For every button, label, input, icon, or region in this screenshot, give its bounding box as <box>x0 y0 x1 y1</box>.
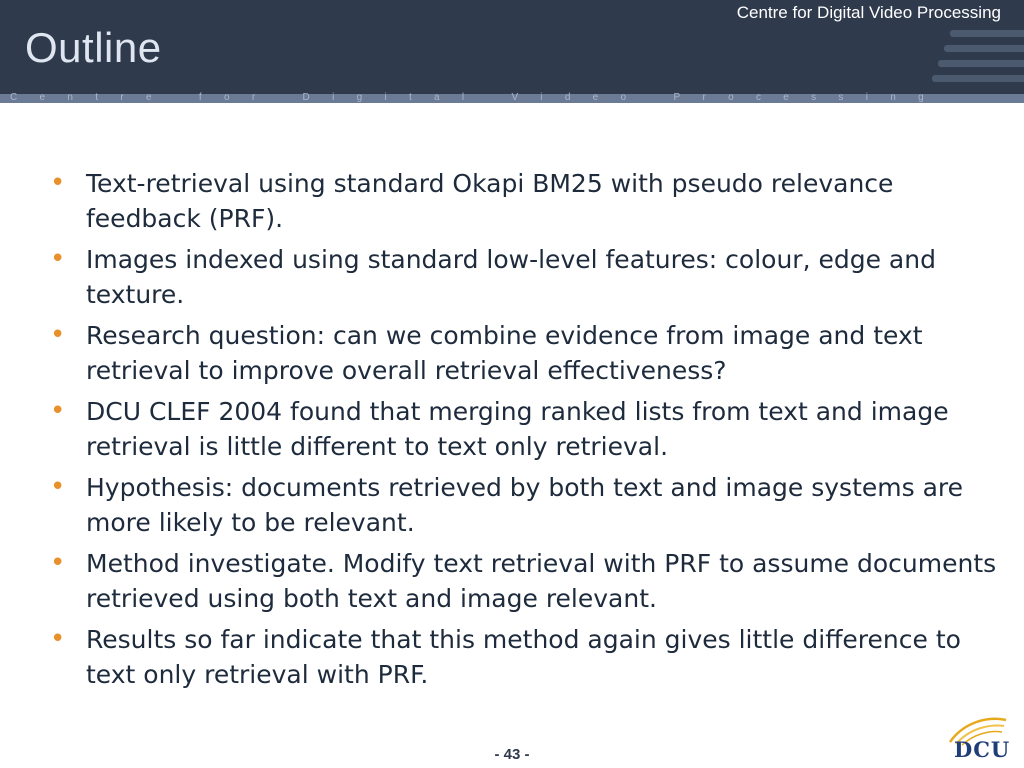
bullet-list <box>50 166 1010 692</box>
bullet-icon: • <box>50 472 66 502</box>
bullet-text: Method investigate. Modify text retrieval with PRF to assume documents retrieved using both text and image relevant. <box>86 549 997 613</box>
slide-content <box>50 166 1010 698</box>
stripe <box>938 60 1024 67</box>
bullet-text: DCU CLEF 2004 found that merging ranked lists from text and image retrieval is little different to text only retrieval. <box>86 397 949 461</box>
bullet-item <box>50 470 1010 540</box>
bullet-text: Results so far indicate that this method again gives little difference to text only retrieval with PRF. <box>86 625 961 689</box>
bullet-icon: • <box>50 548 66 578</box>
logo-text: DCU <box>954 737 1011 762</box>
bullet-icon: • <box>50 396 66 426</box>
org-name: Centre for Digital Video Processing <box>736 3 1001 22</box>
dcu-logo <box>944 716 1010 764</box>
bullet-item <box>50 546 1010 616</box>
bullet-icon: • <box>50 624 66 654</box>
page-number: - 43 - <box>494 746 530 763</box>
stripe <box>932 75 1024 82</box>
bullet-item <box>50 622 1010 692</box>
bullet-item <box>50 318 1010 388</box>
stripe <box>950 30 1024 37</box>
header-band <box>0 94 1024 103</box>
bullet-icon: • <box>50 168 66 198</box>
bullet-text: Text-retrieval using standard Okapi BM25 with pseudo relevance feedback (PRF). <box>86 169 894 233</box>
slide-header <box>0 0 1024 94</box>
bullet-icon: • <box>50 320 66 350</box>
bullet-icon: • <box>50 244 66 274</box>
bullet-text: Research question: can we combine evidence from image and text retrieval to improve overall retrieval effectiveness? <box>86 321 923 385</box>
bullet-item <box>50 242 1010 312</box>
page-title: Outline <box>25 24 162 71</box>
bullet-text: Hypothesis: documents retrieved by both text and image systems are more likely to be relevant. <box>86 473 964 537</box>
band-org-text: Centre for Digital Video Processing <box>10 92 946 103</box>
bullet-item <box>50 394 1010 464</box>
bullet-text: Images indexed using standard low-level features: colour, edge and texture. <box>86 245 936 309</box>
bullet-item <box>50 166 1010 236</box>
stripe <box>944 45 1024 52</box>
